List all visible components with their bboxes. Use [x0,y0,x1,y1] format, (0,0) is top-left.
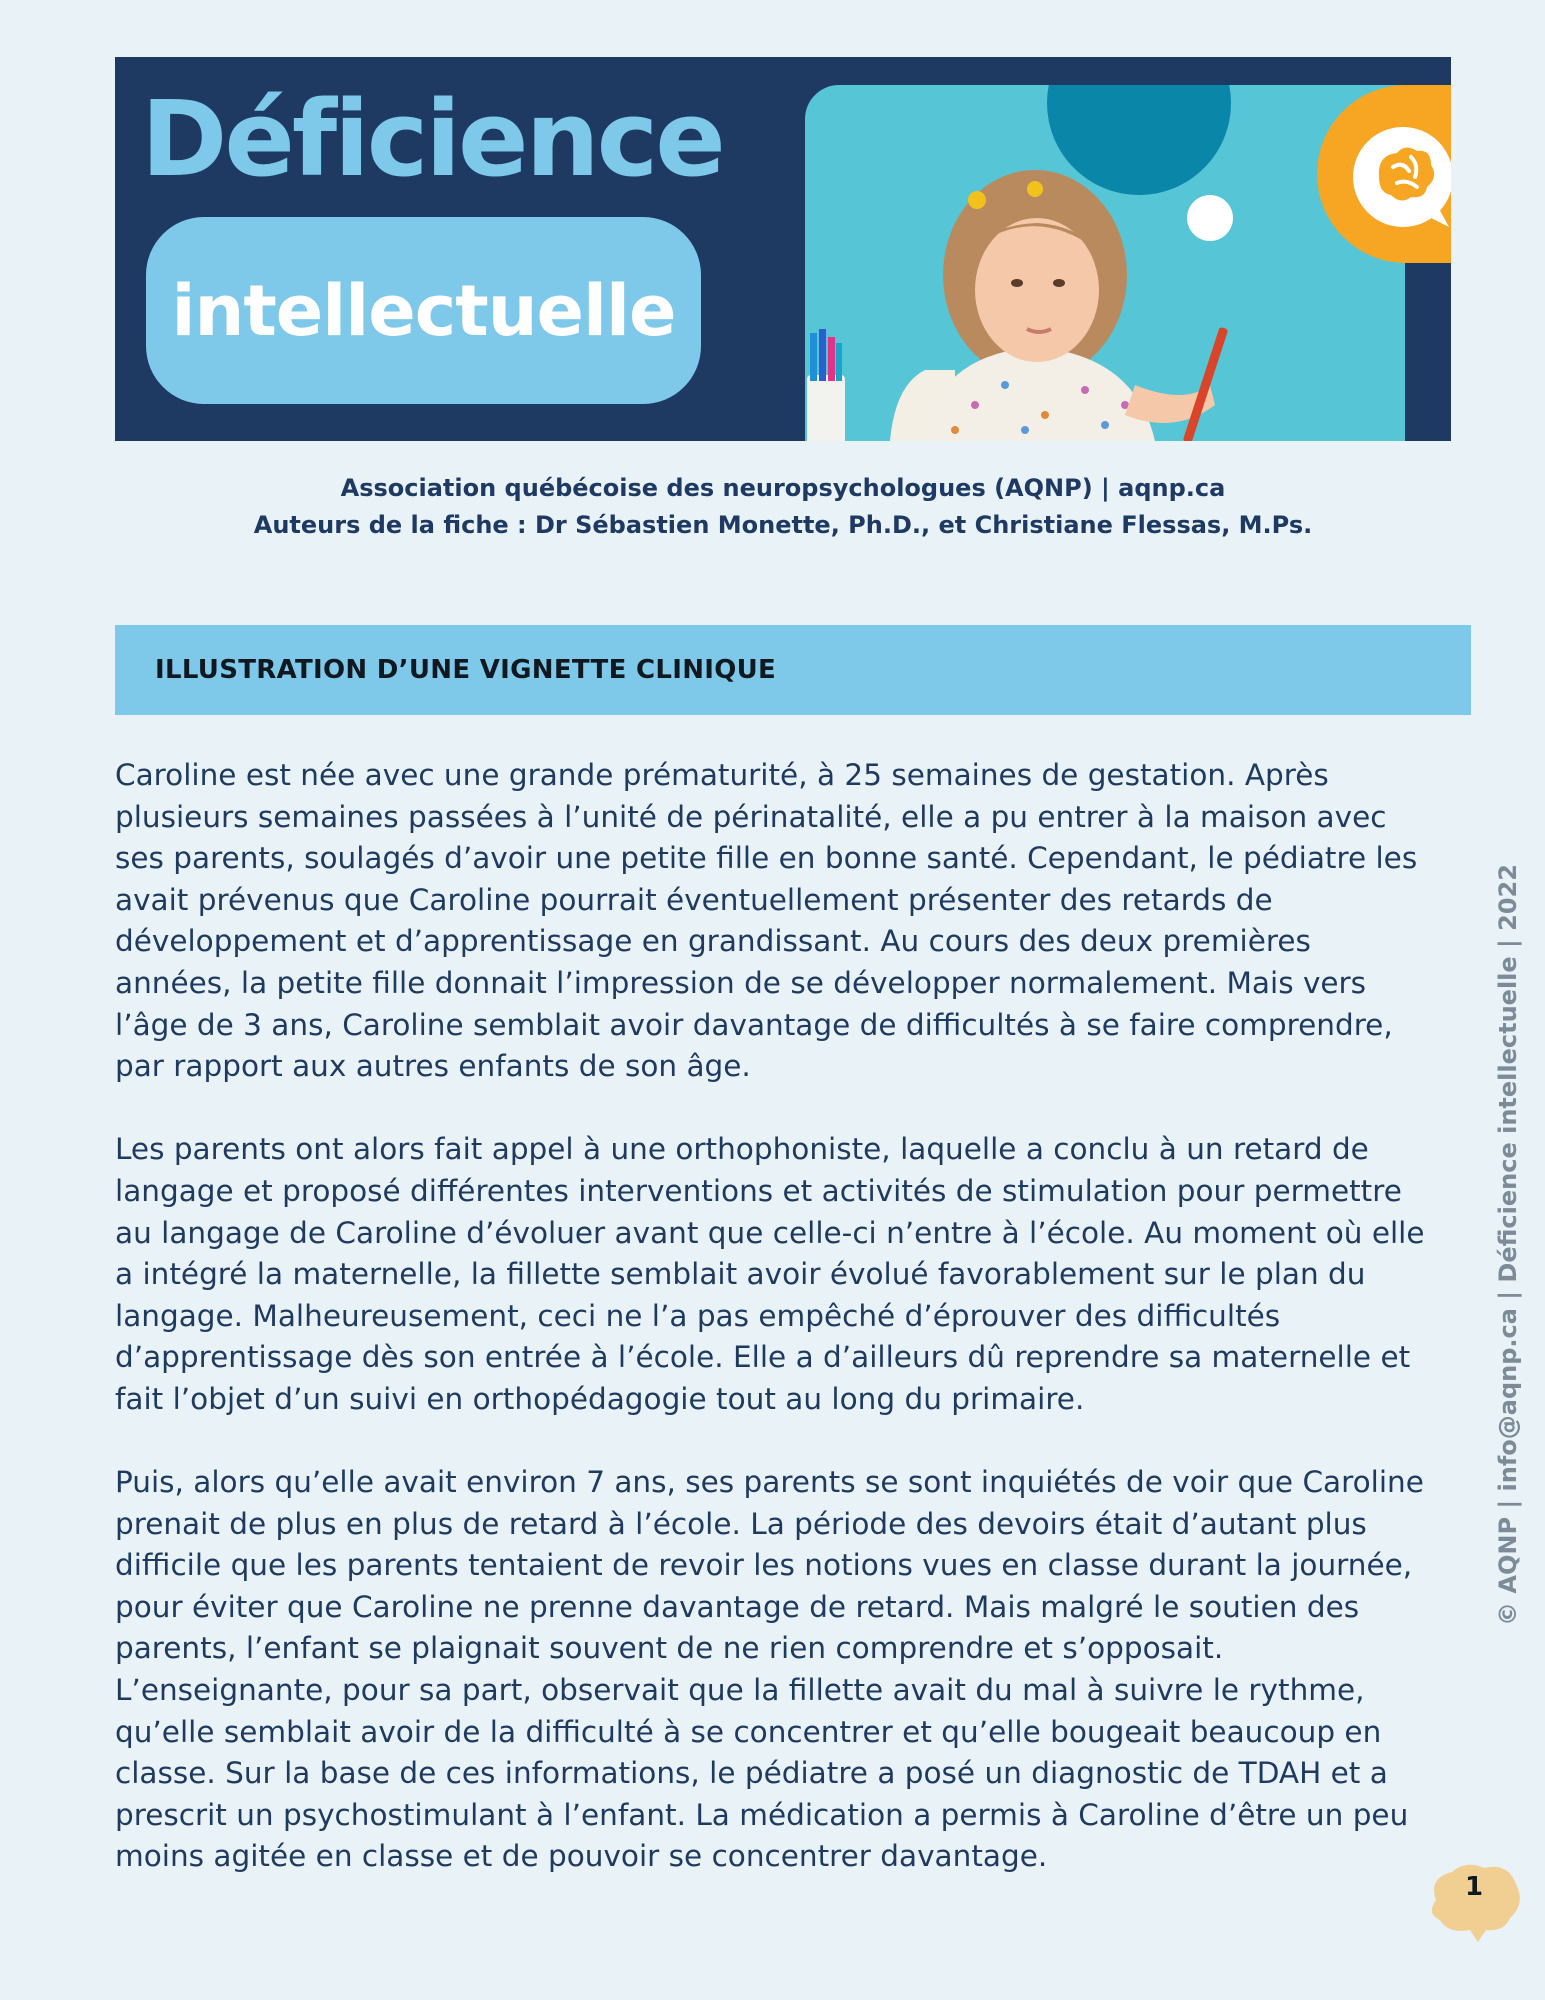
credits-authors: Auteurs de la fiche : Dr Sébastien Monette, Ph.D., et Christiane Flessas, M.Ps. [253,511,1313,539]
header-banner [115,57,1451,441]
decor-circle-large [1047,85,1231,195]
paragraph-2: Les parents ont alors fait appel à une orthophoniste, laquelle a conclu à un retard de langage et proposé différentes interventions et activités de stimulation pour permettre au langage de Caroline d’évoluer avant que celle-ci n’entre à l’école. Au moment où elle a intégré la maternelle, la fillette semblait avoir évolué favorablement sur le plan du langage. Malheureusement, ceci ne l’a pas empêché d’éprouver des difficultés d’apprentissage dès son entrée à l’école. Elle a d’ailleurs dû reprendre sa maternelle et fait l’objet d’un suivi en orthopédagogie tout au long du primaire. [115,1132,1425,1416]
title-pill [146,217,701,404]
brain-speech-bubble-icon [1317,85,1451,263]
paragraph-3: Puis, alors qu’elle avait environ 7 ans, ses parents se sont inquiétés de voir que Caroline prenait de plus en plus de retard à l’école. La période des devoirs était d’autant plus difficile que les parents tentaient de revoir les notions vues en classe durant la journée, pour éviter que Caroline ne prenne davantage de retard. Mais malgré le soutien des parents, l’enfant se plaignait souvent de ne rien comprendre et s’opposait. L’enseignante, pour sa part, observait que la fillette avait du mal à suivre le rythme, qu’elle semblait avoir de la difficulté à se concentrer et qu’elle bougeait beaucoup en classe. Sur la base de ces informations, le pédiatre a posé un diagnostic de TDAH et a prescrit un psychostimulant à l’enfant. La médication a permis à Caroline d’être un peu moins agitée en classe et de pouvoir se concentrer davantage. [115,1465,1424,1874]
section-header [115,625,1471,715]
aqnp-logo [1317,85,1451,263]
vertical-copyright: © AQNP | info@aqnp.ca | Déficience intellectuelle | 2022 [1494,864,1522,1626]
child-drawing-illustration [805,85,1405,441]
title-word-intellectuelle: intellectuelle [171,269,676,352]
red-pencil [1183,327,1229,441]
clinical-vignette [115,755,1435,1920]
page-number: 1 [1464,1872,1484,1902]
header-photo [805,85,1405,441]
decor-circle-small [1187,195,1233,241]
child-face [975,218,1099,362]
title-word-deficience: Déficience [141,78,723,200]
paragraph-1: Caroline est née avec une grande prématurité, à 25 semaines de gestation. Après plusieurs semaines passées à l’unité de périnatalité, elle a pu entrer à la maison avec ses parents, soulagés d’avoir une petite fille en bonne santé. Cependant, le pédiatre les avait prévenus que Caroline pourrait éventuellement présenter des retards de développement et d’apprentissage en grandissant. Au cours des deux premières années, la petite fille donnait l’impression de se développer normalement. Mais vers l’âge de 3 ans, Caroline semblait avoir davantage de difficultés à se faire comprendre, par rapport aux autres enfants de son âge. [115,758,1418,1084]
credits [115,470,1451,544]
pencil-cup [807,375,845,441]
page-number-badge [1422,1860,1526,1942]
credits-association: Association québécoise des neuropsychologues (AQNP) | aqnp.ca [340,474,1226,502]
section-title: ILLUSTRATION D’UNE VIGNETTE CLINIQUE [155,655,777,685]
